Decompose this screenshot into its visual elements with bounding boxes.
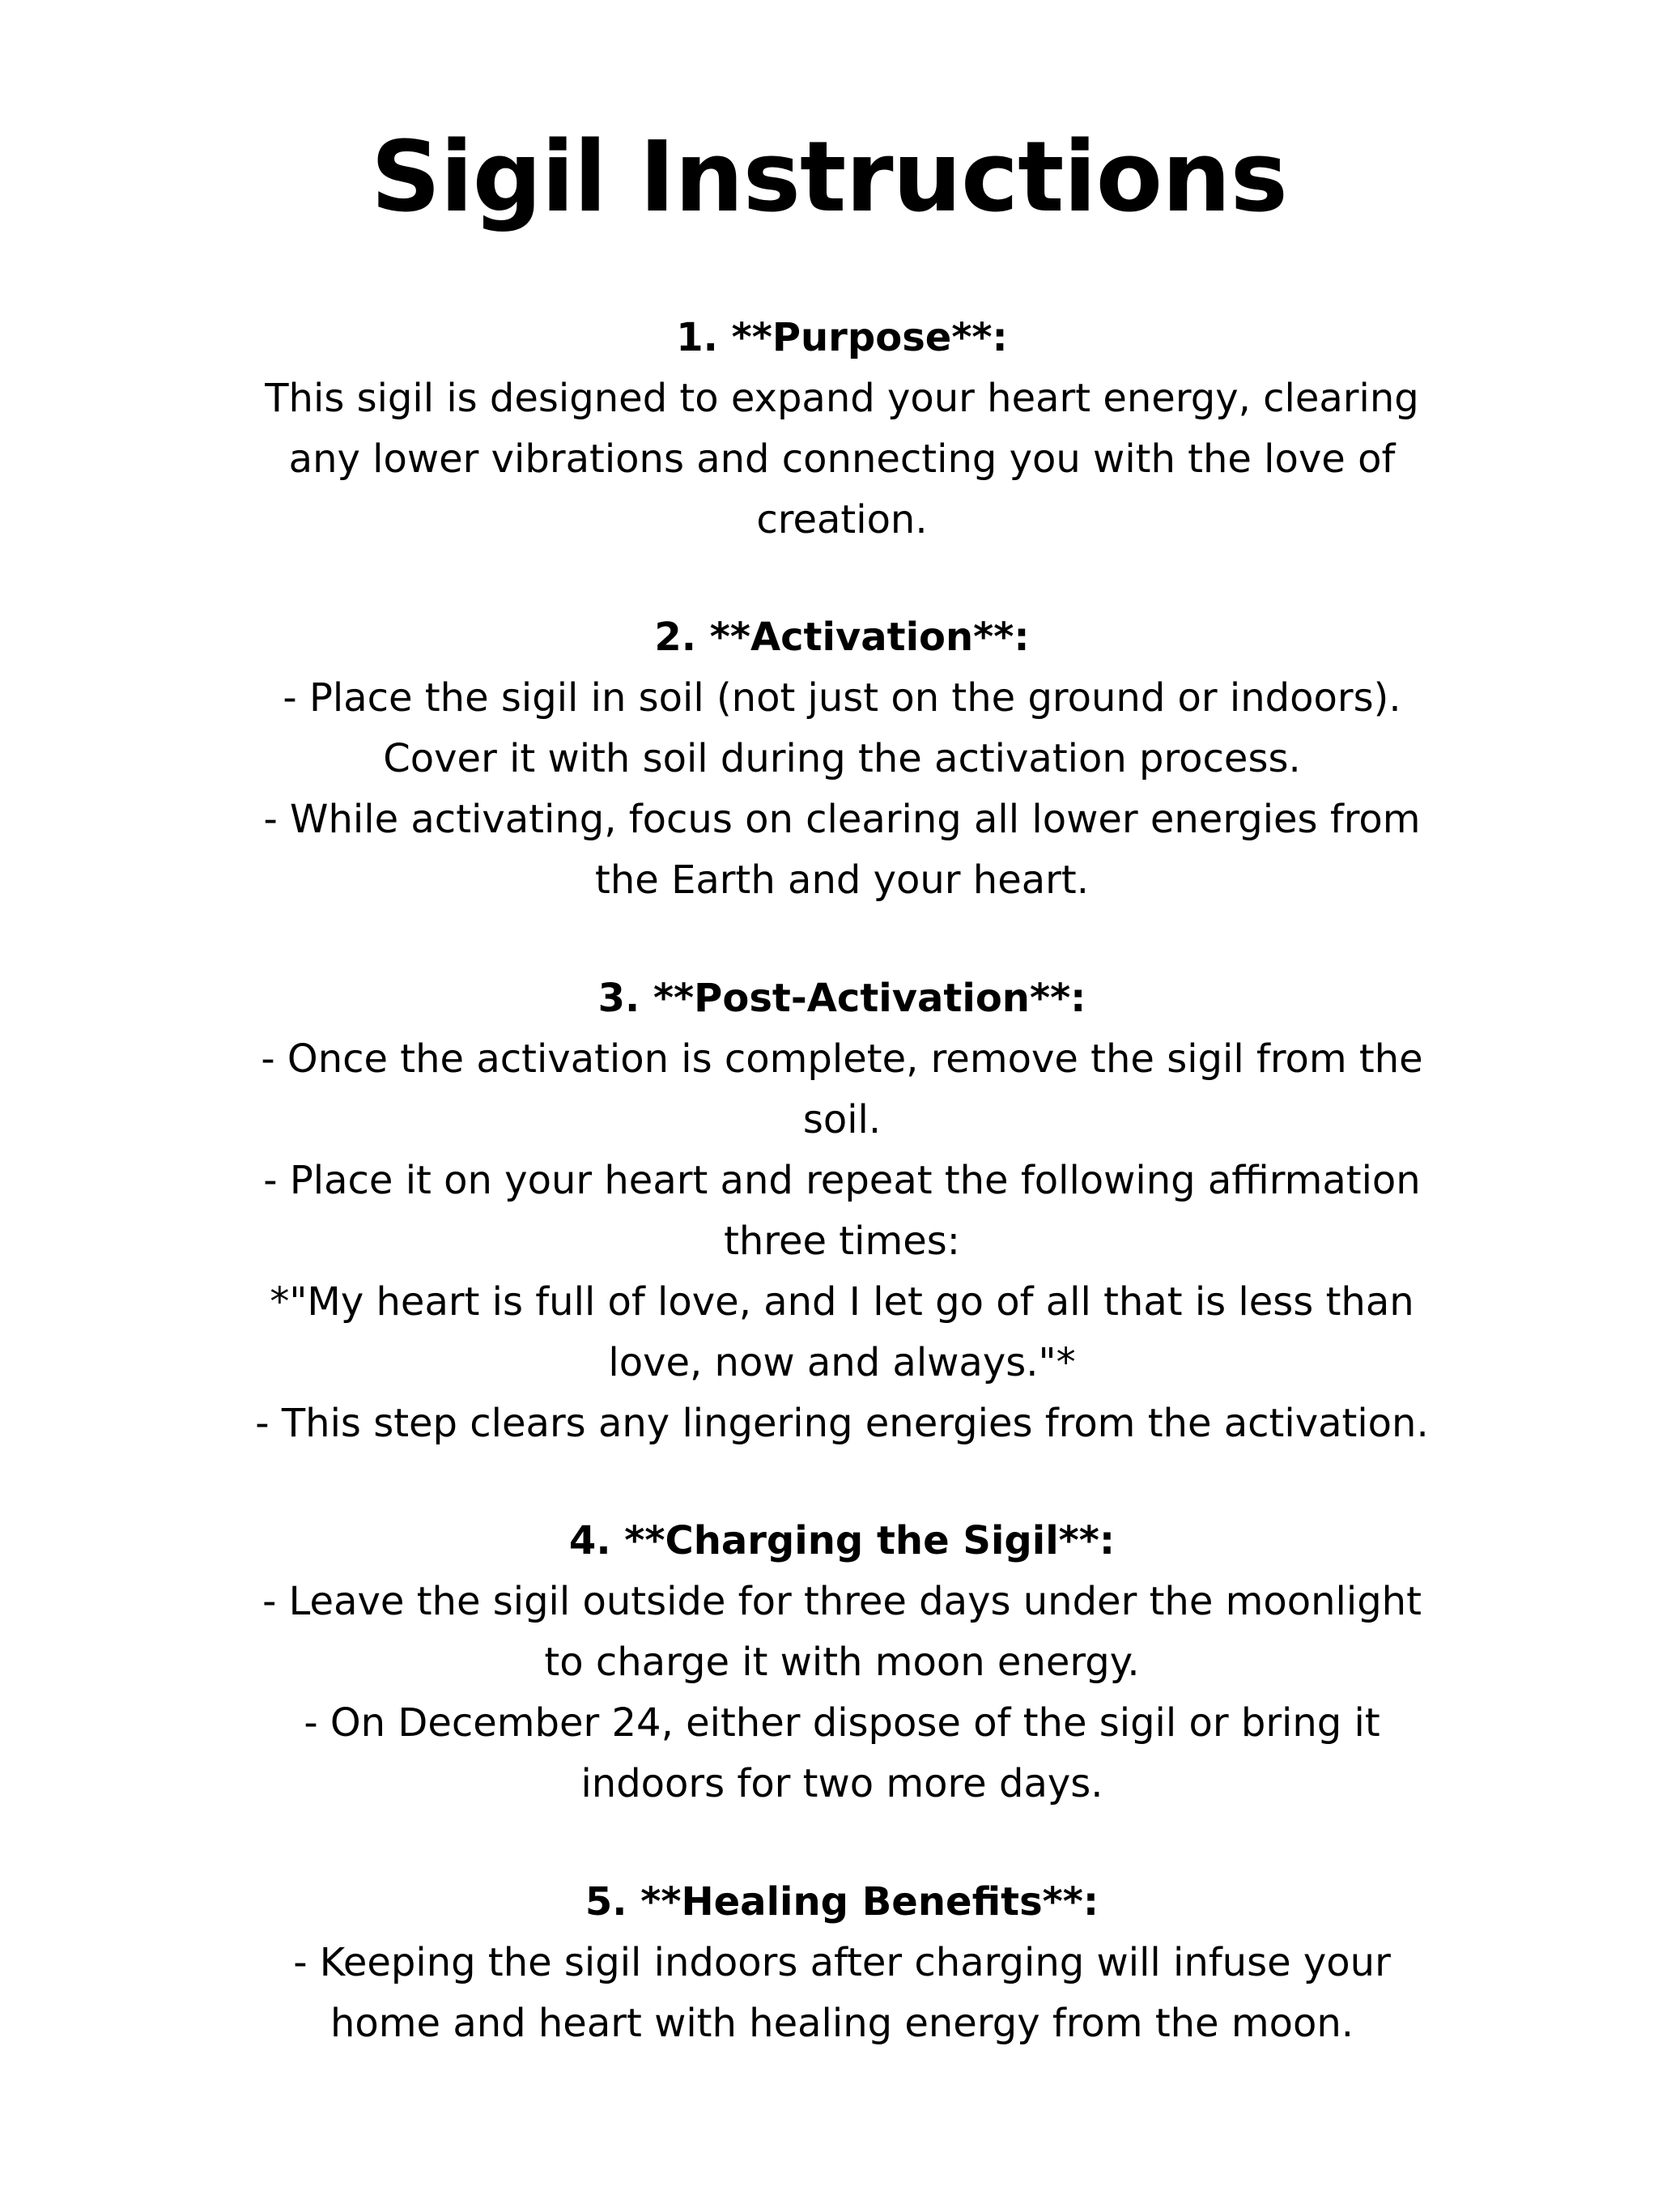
body-line: - Leave the sigil outside for three days under the moonlight	[262, 1579, 1422, 1624]
affirmation-line: love, now and always."*	[608, 1340, 1076, 1385]
section-healing-benefits	[210, 1872, 1473, 2054]
section-heading: 5. **Healing Benefits**:	[585, 1879, 1099, 1925]
section-heading: 2. **Activation**:	[654, 615, 1030, 660]
body-line: - On December 24, either dispose of the sigil or bring it	[304, 1700, 1380, 1746]
section-charging	[210, 1511, 1473, 1814]
section-purpose	[210, 308, 1473, 551]
section-heading: 4. **Charging the Sigil**:	[568, 1518, 1116, 1563]
body-line: three times:	[724, 1219, 960, 1264]
body-line: any lower vibrations and connecting you with the love of	[288, 436, 1396, 482]
body-line: This sigil is designed to expand your heart energy, clearing	[265, 376, 1419, 421]
section-heading: 1. **Purpose**:	[676, 315, 1008, 360]
body-line: - Place it on your heart and repeat the following affirmation	[263, 1158, 1421, 1203]
section-heading: 3. **Post-Activation**:	[597, 976, 1086, 1021]
affirmation-line: *"My heart is full of love, and I let go of all that is less than	[270, 1279, 1414, 1325]
page-title: Sigil Instructions	[371, 121, 1287, 234]
section-post-activation	[210, 968, 1473, 1454]
body-line: - Once the activation is complete, remove the sigil from the	[261, 1036, 1423, 1082]
body-line: - Place the sigil in soil (not just on the ground or indoors).	[283, 675, 1401, 721]
body-line: home and heart with healing energy from the moon.	[329, 2001, 1354, 2046]
body-line: Cover it with soil during the activation process.	[383, 736, 1301, 781]
body-line: creation.	[756, 497, 928, 542]
body-line: the Earth and your heart.	[595, 857, 1089, 903]
body-line: - Keeping the sigil indoors after charging will infuse your	[293, 1940, 1391, 1985]
body-line: - This step clears any lingering energies from the activation.	[255, 1401, 1429, 1446]
body-line: to charge it with moon energy.	[544, 1640, 1140, 1685]
body-line: soil.	[802, 1097, 882, 1142]
body-line: - While activating, focus on clearing all lower energies from	[263, 797, 1421, 842]
body-line: indoors for two more days.	[580, 1761, 1103, 1806]
section-activation	[210, 607, 1473, 911]
